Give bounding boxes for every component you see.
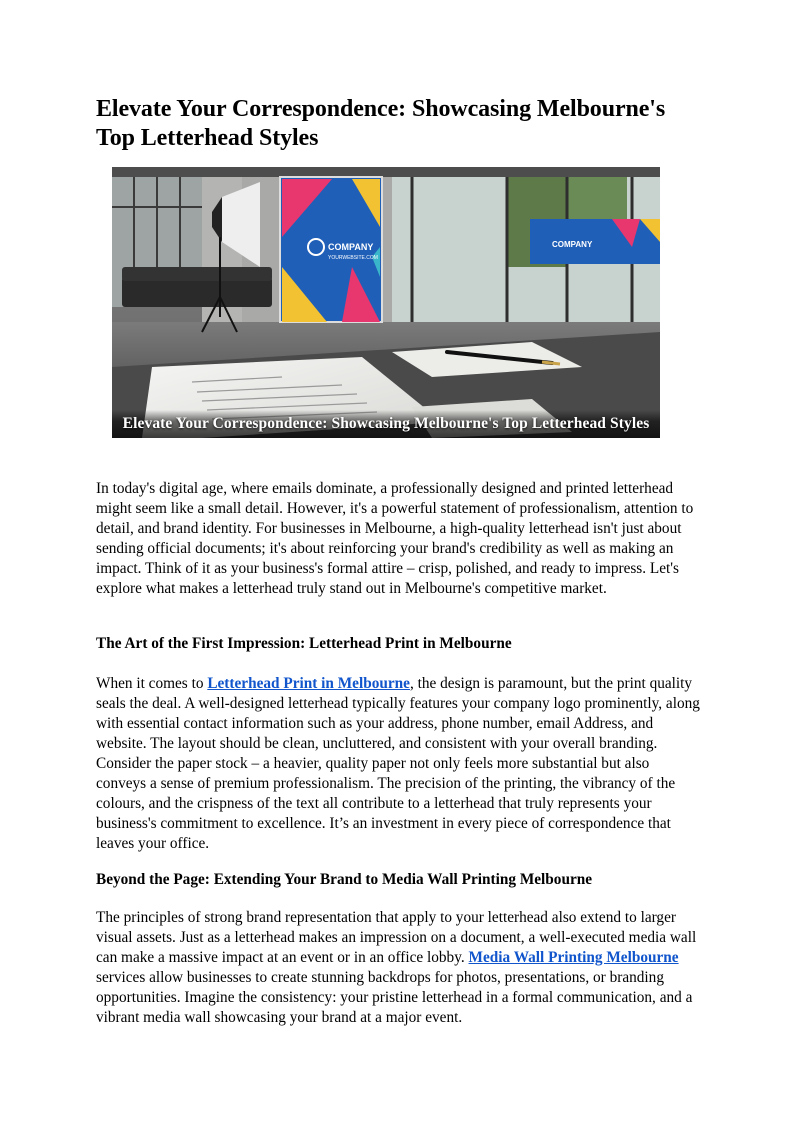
- hero-image: [112, 167, 660, 438]
- section1-paragraph: [96, 674, 702, 854]
- article-container: [96, 95, 700, 153]
- section1-heading: The Art of the First Impression: Letterhead Print in Melbourne: [96, 635, 512, 652]
- section1-text-start: When it comes to: [96, 675, 208, 692]
- intro-paragraph: In today's digital age, where emails dominate, a professionally designed and printed letterhead might seem like a small detail. However, it's a powerful statement of professionalism, attention to detail, and brand identity. For businesses in Melbourne, a high-quality letterhead isn't just about sending official documents; it's about reinforcing your brand's credibility as well as making an impact. Think of it as your business's formal attire – crisp, polished, and ready to impress. Let's explore what makes a letterhead truly stand out in Melbourne's competitive market.: [96, 480, 694, 597]
- section1-text-end: , the design is paramount, but the print quality seals the deal. A well-designed letterhead typically features your company logo prominently, along with essential contact information such as your address, phone number, email Address, and website. The layout should be clean, uncluttered, and consistent with your overall branding. Consider the paper stock – a heavier, quality paper not only feels more substantial but also conveys a sense of premium professionalism. The precision of the printing, the vibrancy of the colours, and the crispness of the text all contribute to a letterhead that truly represents your business's commitment to excellence. It’s an investment in every piece of correspondence that leaves your office.: [96, 675, 700, 852]
- hero-illustration: [112, 167, 660, 438]
- hero-caption: Elevate Your Correspondence: Showcasing Melbourne's Top Letterhead Styles: [122, 415, 650, 432]
- page-title: Elevate Your Correspondence: Showcasing Melbourne's Top Letterhead Styles: [96, 96, 666, 151]
- letterhead-print-link[interactable]: Letterhead Print in Melbourne: [207, 675, 410, 692]
- media-wall-url: YOURWEBSITE.COM: [328, 255, 378, 261]
- outdoor-banner-text: COMPANY: [552, 240, 593, 249]
- hero-caption-band: [112, 410, 660, 438]
- section2-text-start: The principles of strong brand representation that apply to your letterhead also extend to larger visual assets. Just as a letterhead makes an impression on a document, a well-executed media wall can make a massive impact at an event or in an office lobby.: [96, 909, 697, 966]
- section2-heading: Beyond the Page: Extending Your Brand to Media Wall Printing Melbourne: [96, 871, 593, 888]
- media-wall-company: COMPANY: [328, 242, 374, 252]
- section2-text-end: services allow businesses to create stunning backdrops for photos, presentations, or branding opportunities. Imagine the consistency: your pristine letterhead in a formal communication, and a vibrant media wall showcasing your brand at a major event.: [96, 969, 693, 1026]
- section2-paragraph: [96, 908, 702, 1028]
- media-wall-printing-link[interactable]: Media Wall Printing Melbourne: [468, 949, 679, 966]
